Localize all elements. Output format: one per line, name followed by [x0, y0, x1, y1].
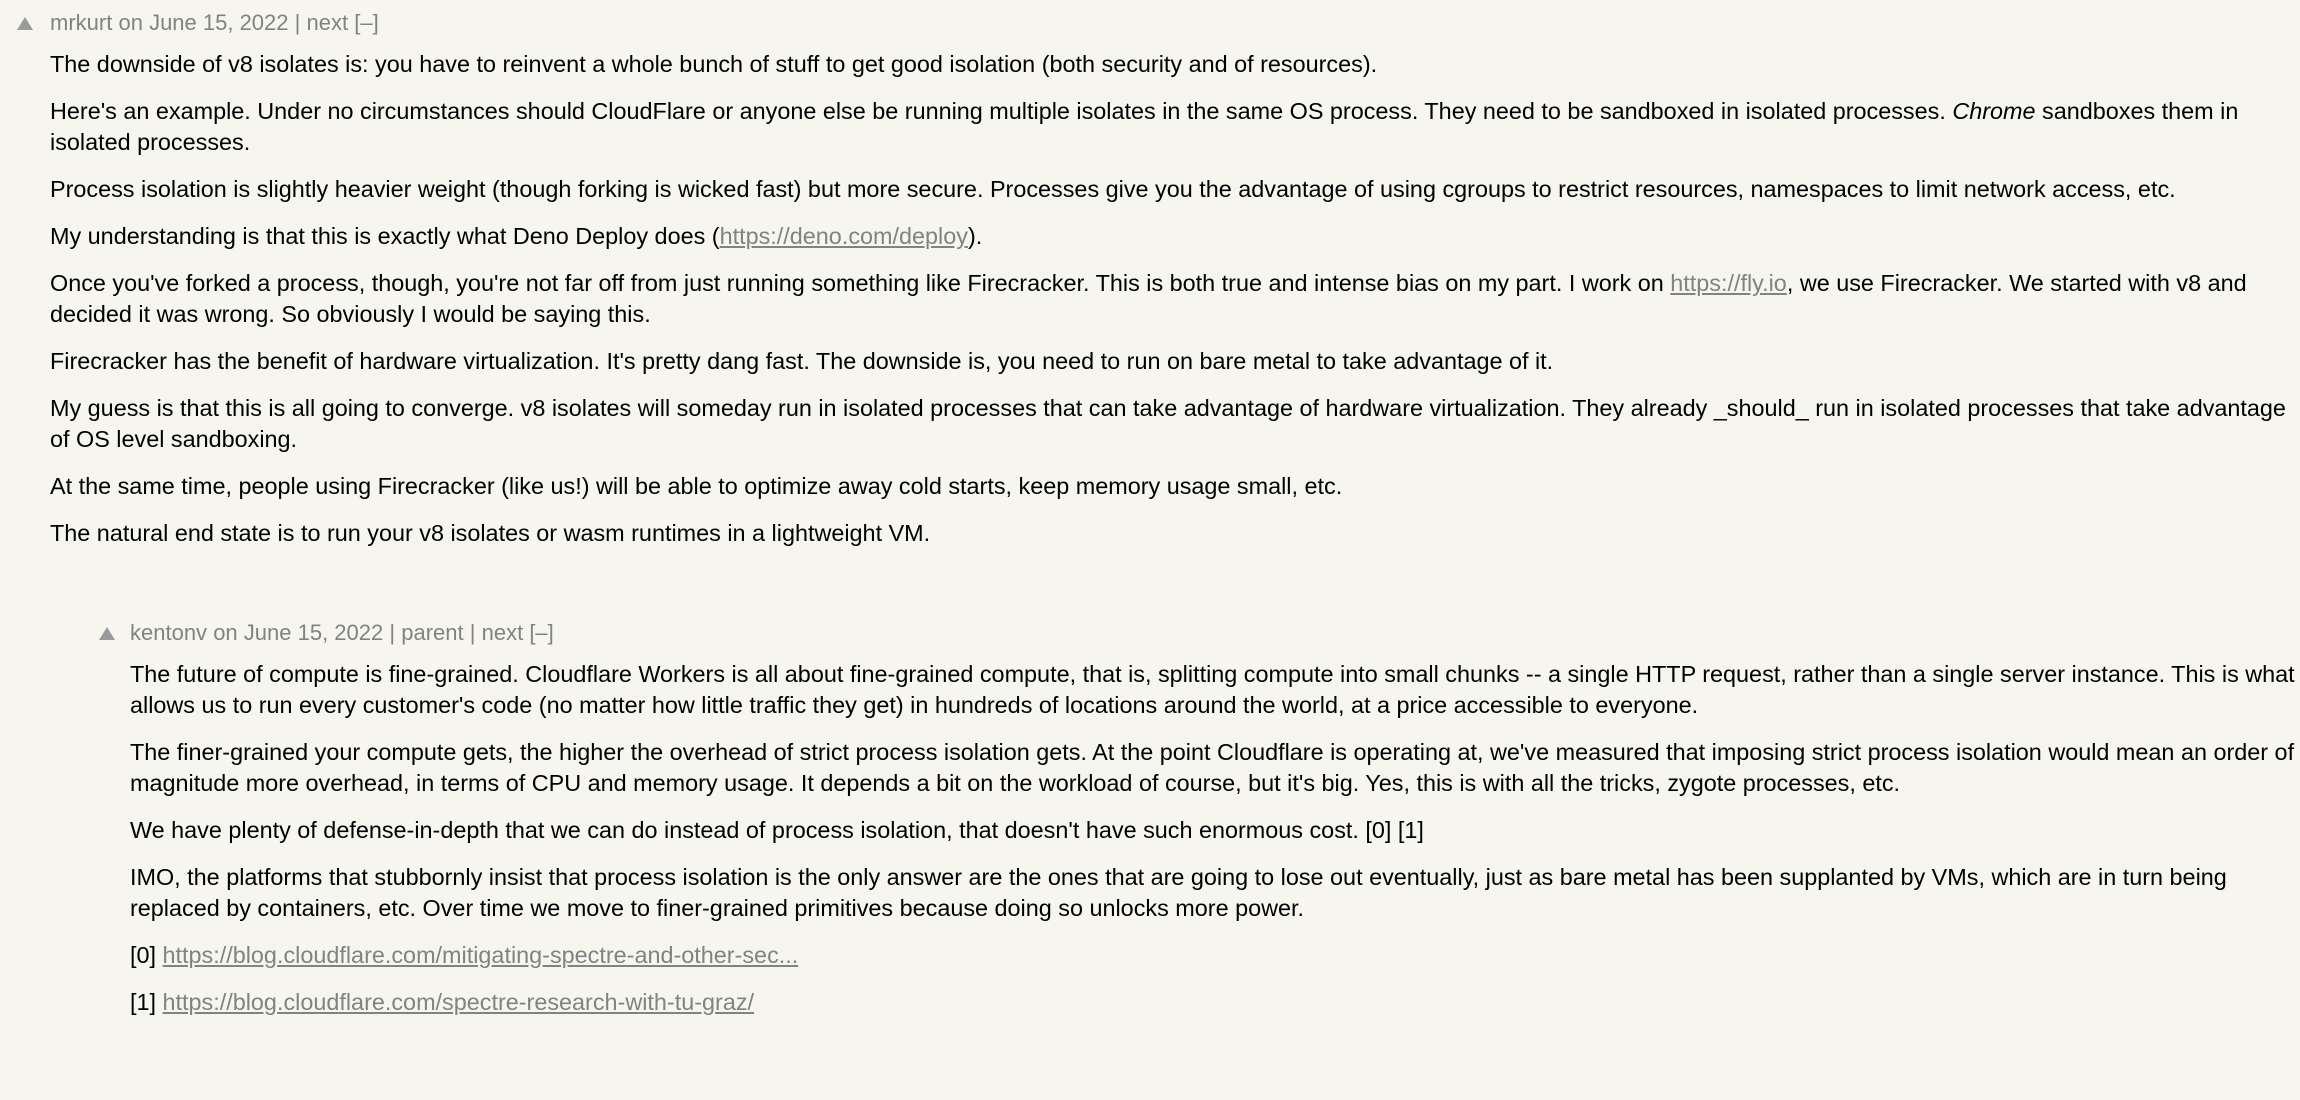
collapse-toggle[interactable]: [–] — [529, 620, 554, 645]
comment-paragraph: The future of compute is fine-grained. Cloudflare Workers is all about fine-grained compute, that is, splitting compute into small chunks -- a single HTTP request, rather than a single server instance. This is what allows us to run every customer's code (no matter how little traffic they get) in hundreds of locations around the world, at a price accessible to everyone. — [130, 661, 2295, 718]
date-prefix: on — [118, 10, 143, 35]
comment-meta — [50, 8, 379, 38]
comment-paragraph: IMO, the platforms that stubbornly insist that process isolation is the only answer are the ones that are going to lose out eventually, just as bare metal has been supplanted by VMs, which are in turn being replaced by containers, etc. Over time we move to finer-grained primitives because doing so unlocks more power. — [130, 864, 2227, 921]
cloudflare-spectre-research-link[interactable]: https://blog.cloudflare.com/spectre-research-with-tu-graz/ — [162, 989, 755, 1015]
comment-paragraph: My guess is that this is all going to converge. v8 isolates will someday run in isolated processes that can take advantage of hardware virtualization. They already _should_ run in isolated processes that take advantage of OS level sandboxing. — [50, 395, 2286, 452]
fly-io-link[interactable]: https://fly.io — [1670, 270, 1787, 296]
paragraph-text: ). — [967, 223, 983, 249]
separator: | — [389, 620, 396, 645]
upvote-button[interactable] — [15, 8, 35, 38]
collapse-toggle[interactable]: [–] — [354, 10, 379, 35]
comment-paragraph: Process isolation is slightly heavier weight (though forking is wicked fast) but more secure. Processes give you the advantage of using cgroups to restrict resources, namespaces to limit network access, etc. — [50, 176, 2176, 202]
comment-paragraph — [50, 268, 2295, 330]
comment-header — [0, 8, 2300, 38]
next-link[interactable]: next — [481, 620, 524, 645]
comment-reply — [0, 618, 2300, 1015]
comment-meta — [130, 618, 554, 648]
comment-date-link[interactable]: June 15, 2022 — [149, 10, 289, 35]
comment — [0, 8, 2300, 546]
paragraph-text: Here's an example. Under no circumstances should CloudFlare or anyone else be running multiple isolates in the same OS process. They need to be sandboxed in isolated processes. — [50, 98, 1953, 124]
comment-paragraph — [50, 221, 2295, 252]
upvote-arrow-icon — [17, 17, 33, 30]
paragraph-text: Once you've forked a process, though, you're not far off from just running something like Firecracker. This is both true and intense bias on my part. I work on — [50, 270, 1671, 296]
cloudflare-spectre-mitigation-link[interactable]: https://blog.cloudflare.com/mitigating-spectre-and-other-sec... — [162, 942, 799, 968]
comment-paragraph — [50, 96, 2295, 158]
parent-link[interactable]: parent — [401, 620, 464, 645]
username-link[interactable]: kentonv — [130, 620, 208, 645]
comment-date-link[interactable]: June 15, 2022 — [243, 620, 384, 645]
comment-paragraph: Firecracker has the benefit of hardware virtualization. It's pretty dang fast. The downside is, you need to run on bare metal to take advantage of it. — [50, 348, 1554, 374]
comment-header — [0, 618, 2300, 648]
separator: | — [294, 10, 301, 35]
username-link[interactable]: mrkurt — [50, 10, 113, 35]
reference-line — [130, 940, 2295, 971]
reference-line — [130, 987, 2295, 1018]
upvote-button[interactable] — [97, 618, 117, 648]
next-link[interactable]: next — [306, 10, 349, 35]
comment-paragraph: We have plenty of defense-in-depth that we can do instead of process isolation, that doesn't have such enormous cost. [0] [1] — [130, 817, 1424, 843]
paragraph-text: sandboxes them in isolated processes. — [50, 98, 2239, 155]
deno-deploy-link[interactable]: https://deno.com/deploy — [719, 223, 968, 249]
upvote-arrow-icon — [99, 627, 115, 640]
comment-body — [130, 659, 2295, 1034]
comment-body — [50, 49, 2295, 565]
paragraph-text: , we use Firecracker. We started with v8 and decided it was wrong. So obviously I would be saying this. — [50, 270, 2247, 327]
separator: | — [469, 620, 476, 645]
comment-paragraph: At the same time, people using Firecracker (like us!) will be able to optimize away cold starts, keep memory usage small, etc. — [50, 473, 1343, 499]
comment-paragraph: The natural end state is to run your v8 isolates or wasm runtimes in a lightweight VM. — [50, 520, 931, 546]
paragraph-text: My understanding is that this is exactly what Deno Deploy does ( — [50, 223, 720, 249]
comment-paragraph: The downside of v8 isolates is: you have to reinvent a whole bunch of stuff to get good isolation (both security and of resources). — [50, 51, 1378, 77]
reference-label: [0] — [130, 942, 163, 968]
reference-label: [1] — [130, 989, 163, 1015]
emphasis-text: Chrome — [1952, 98, 2036, 124]
comment-paragraph: The finer-grained your compute gets, the higher the overhead of strict process isolation gets. At the point Cloudflare is operating at, we've measured that imposing strict process isolation would mean an order of magnitude more overhead, in terms of CPU and memory usage. It depends a bit on the workload of course, but it's big. Yes, this is with all the tricks, zygote processes, etc. — [130, 739, 2295, 796]
date-prefix: on — [213, 620, 238, 645]
